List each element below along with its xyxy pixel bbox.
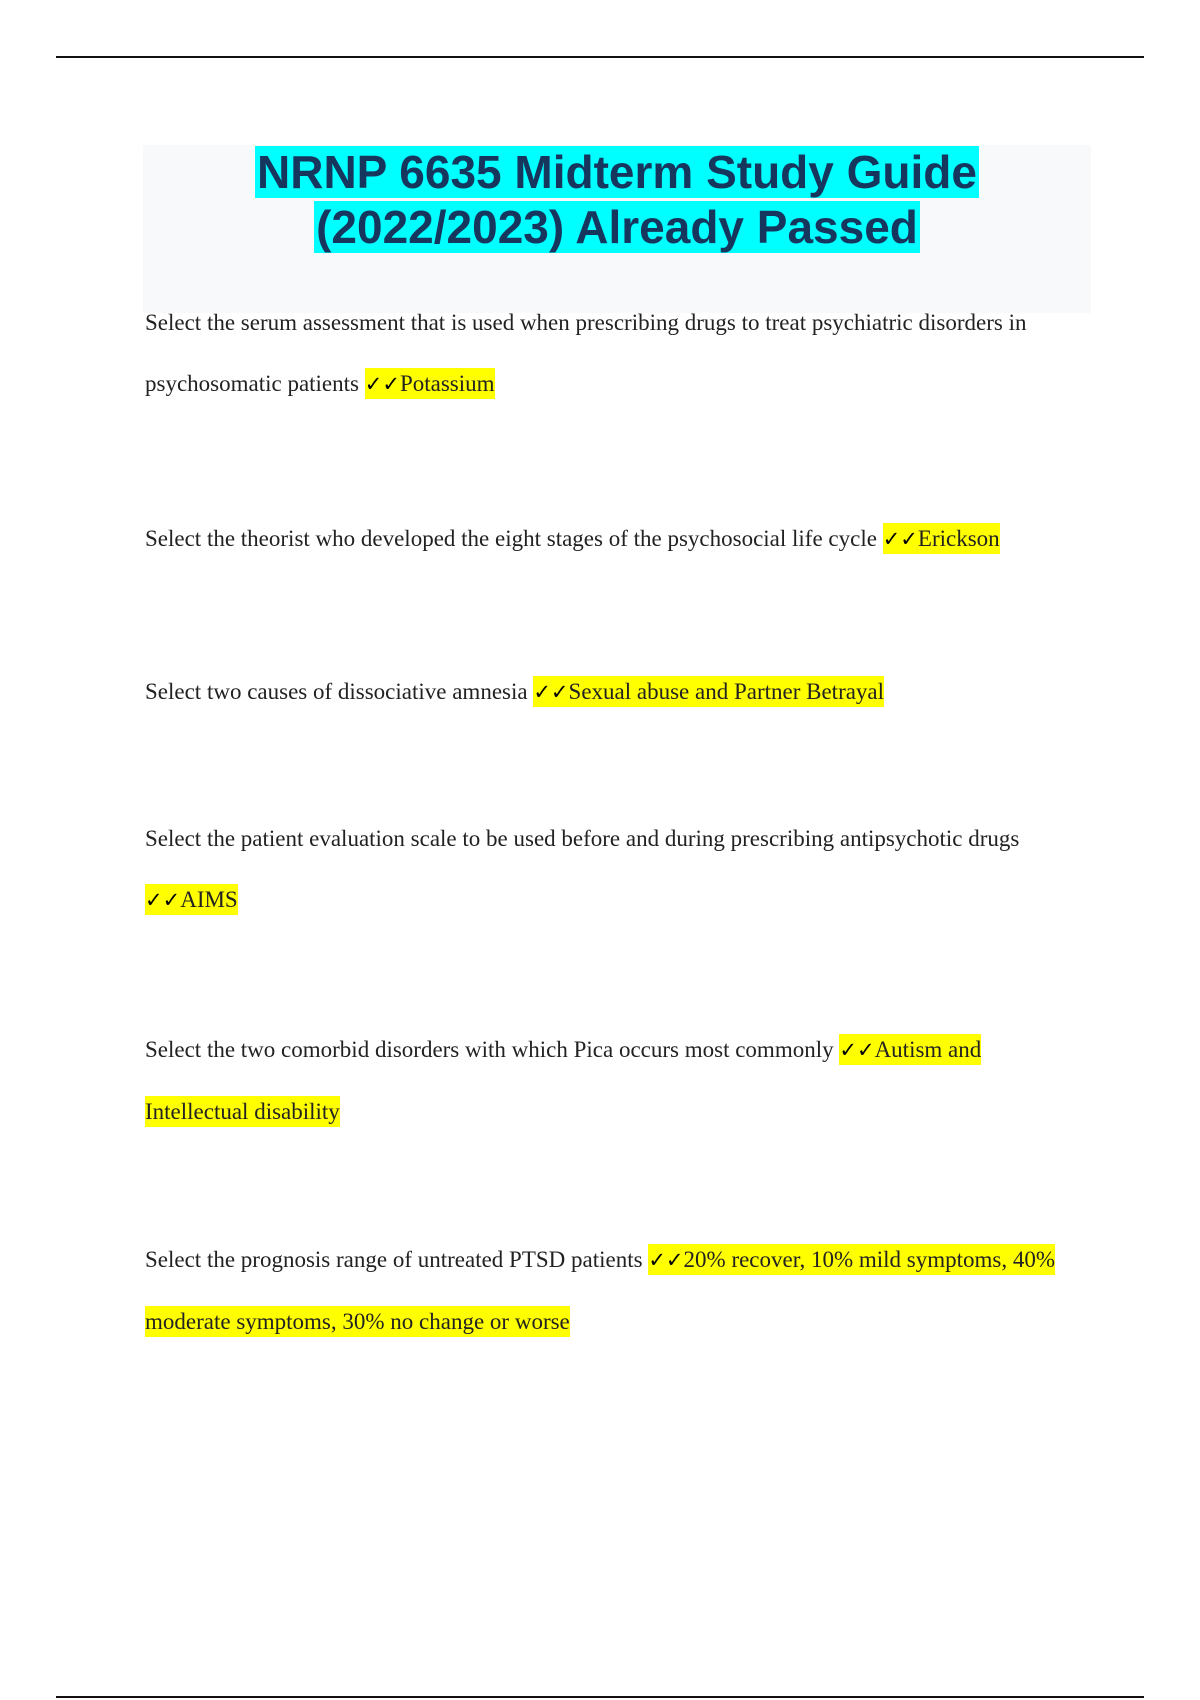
qa-item-5 [145, 1019, 1085, 1142]
question-text: Select the prognosis range of untreated PTSD patients [145, 1247, 643, 1272]
double-check-icon: ✓✓ [533, 680, 569, 704]
double-check-icon: ✓✓ [364, 372, 400, 396]
question-text: Select the two comorbid disorders with which Pica occurs most commonly [145, 1037, 834, 1062]
qa-item-3 [145, 661, 1085, 723]
document-title [143, 145, 1091, 255]
question-text: Select two causes of dissociative amnesia [145, 679, 528, 704]
footer-rule [56, 1696, 1144, 1698]
answer-highlight [145, 884, 238, 915]
title-line-1: NRNP 6635 Midterm Study Guide [257, 146, 977, 198]
answer-highlight [365, 368, 495, 399]
question-text: Select the theorist who developed the eight stages of the psychosocial life cycle [145, 526, 877, 551]
answer-text: Autism and Intellectual disability [145, 1037, 982, 1124]
question-text: Select the serum assessment that is used when prescribing drugs to treat psychiatric disorders in psychosomatic patients [145, 310, 1027, 396]
qa-item-1 [145, 292, 1085, 415]
answer-text: Sexual abuse and Partner Betrayal [568, 679, 885, 704]
double-check-icon: ✓✓ [145, 888, 181, 912]
title-line-2: (2022/2023) Already Passed [316, 201, 918, 253]
answer-highlight [533, 676, 884, 707]
double-check-icon: ✓✓ [648, 1248, 684, 1272]
answer-text: AIMS [180, 887, 238, 912]
header-rule [56, 56, 1144, 58]
qa-item-2 [145, 508, 1085, 570]
answer-text: Potassium [399, 371, 495, 396]
double-check-icon: ✓✓ [882, 527, 918, 551]
title-block [143, 145, 1091, 313]
answer-text: Erickson [917, 526, 1000, 551]
question-text: Select the patient evaluation scale to be used before and during prescribing antipsychotic drugs [145, 826, 1020, 851]
qa-item-6 [145, 1229, 1085, 1352]
qa-item-4 [145, 808, 1085, 931]
answer-highlight [883, 523, 1000, 554]
answer-text: 20% recover, 10% mild symptoms, 40% moderate symptoms, 30% no change or worse [145, 1247, 1056, 1334]
double-check-icon: ✓✓ [839, 1038, 875, 1062]
